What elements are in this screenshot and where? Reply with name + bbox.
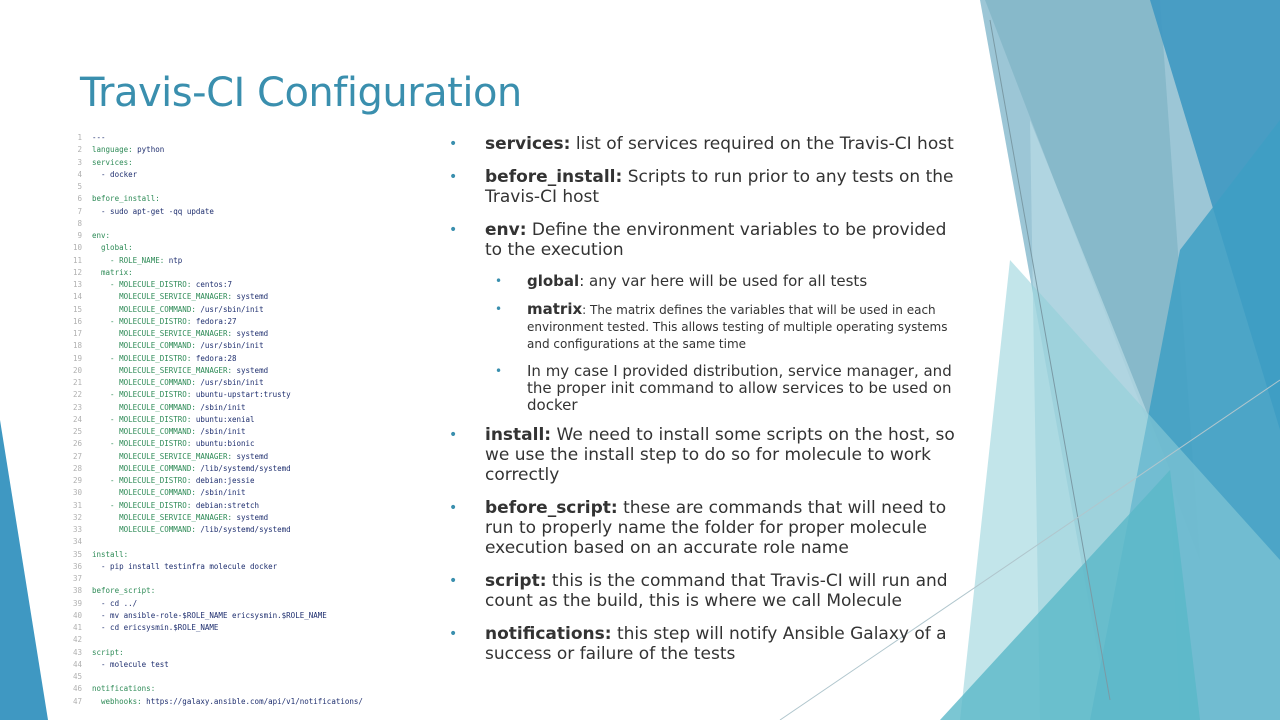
code-line [64,365,444,377]
yaml-value: /sbin/init [195,402,246,412]
yaml-value: fedora:27 [191,316,237,326]
line-number: 24 [72,414,82,424]
bullet-list [445,134,965,677]
line-number: 44 [72,659,82,669]
bullet-text: these are commands that will need to run to properly name the folder for proper molecule execution based on an accurate role name [485,498,947,558]
yaml-value: /lib/systemd/systemd [195,525,291,534]
bullet-keyword: matrix [527,300,583,318]
line-number: 46 [72,684,82,694]
yaml-value: /lib/systemd/systemd [195,463,291,473]
slide-title: Travis-CI Configuration [80,70,522,116]
line-number: 23 [72,402,82,412]
bullet-notifications [445,624,965,664]
yaml-value: - docker [92,169,138,179]
code-line [64,451,444,463]
yaml-key: webhooks: [92,696,142,706]
line-number: 2 [77,145,82,155]
yaml-key: MOLECULE_COMMAND: [92,427,196,436]
yaml-key: MOLECULE_COMMAND: [92,463,196,473]
bullet-text: : The matrix defines the variables that will be used in each environment tested. This allows testing of multiple operating systems and configurations at the same time [527,303,948,351]
line-number: 11 [72,255,82,265]
yaml-value: systemd [231,451,269,461]
code-line [64,267,444,279]
line-number: 25 [72,427,82,436]
line-number: 18 [72,341,82,351]
line-number: 47 [72,696,82,706]
code-line [64,598,444,610]
line-number: 43 [72,647,82,657]
yaml-key: services: [92,157,133,167]
yaml-key: MOLECULE_SERVICE_MANAGER: [92,292,232,302]
yaml-value: - mv ansible-role-$ROLE_NAME ericsysmin.$ROLE_NAME [92,610,327,620]
code-line [64,696,444,708]
line-number: 29 [72,476,82,485]
line-number: 27 [72,451,82,461]
yaml-key: - MOLECULE_DISTRO: [92,353,192,363]
yaml-value: fedora:28 [191,353,237,363]
yaml-key: - MOLECULE_DISTRO: [92,316,192,326]
code-line [64,524,444,536]
yaml-key: install: [92,549,129,559]
line-number: 34 [72,537,82,547]
line-number: 26 [72,439,82,449]
yaml-value: systemd [231,292,269,302]
line-number: 45 [72,672,82,681]
code-line [64,463,444,475]
code-line [64,340,444,352]
line-number: 13 [72,280,82,289]
yaml-value: python [132,145,165,155]
bullet-keyword: notifications: [485,624,612,644]
code-line [64,512,444,524]
line-number: 38 [72,586,82,596]
yaml-key: matrix: [92,267,133,277]
yaml-key: - MOLECULE_DISTRO: [92,414,192,424]
yaml-value: /sbin/init [195,427,246,436]
code-block [64,132,444,708]
yaml-value: debian:stretch [191,500,260,510]
bullet-before-install [445,167,965,207]
line-number: 32 [72,512,82,522]
yaml-value: - sudo apt-get -qq update [92,206,214,216]
bullet-text: Scripts to run prior to any tests on the Travis-CI host [485,167,954,207]
yaml-value: - cd ../ [92,598,138,608]
yaml-value: - pip install testinfra molecule docker [92,561,278,571]
bullet-keyword: install: [485,425,552,445]
bullet-text: : any var here will be used for all tests [579,272,868,290]
code-line [64,622,444,634]
yaml-key: MOLECULE_COMMAND: [92,304,196,314]
line-number: 14 [72,292,82,302]
code-line [64,500,444,512]
code-line [64,573,444,585]
yaml-value: centos:7 [191,280,232,289]
yaml-key: before_script: [92,586,156,596]
yaml-key: MOLECULE_COMMAND: [92,378,196,387]
line-number: 5 [77,182,82,191]
line-number: 17 [72,329,82,338]
code-line [64,304,444,316]
line-number: 15 [72,304,82,314]
bullet-keyword: env: [485,220,527,240]
yaml-value: systemd [231,365,269,375]
yaml-key: script: [92,647,124,657]
code-line [64,683,444,695]
yaml-key: notifications: [92,684,156,694]
yaml-key: language: [92,145,133,155]
bullet-text: We need to install some scripts on the host, so we use the install step to do so for molecule to work correctly [485,425,955,485]
line-number: 1 [77,133,82,142]
code-line [64,206,444,218]
yaml-key: env: [92,231,111,240]
code-line [64,426,444,438]
code-line [64,389,444,401]
bullet-before-script [445,498,965,558]
line-number: 42 [72,635,82,645]
line-number: 22 [72,390,82,400]
code-line [64,144,444,156]
code-line [64,377,444,389]
yaml-value: debian:jessie [191,476,255,485]
line-number: 40 [72,610,82,620]
yaml-key: MOLECULE_SERVICE_MANAGER: [92,512,232,522]
code-line [64,610,444,622]
code-line [64,255,444,267]
yaml-value: /usr/sbin/init [195,378,264,387]
code-line [64,475,444,487]
yaml-key: MOLECULE_SERVICE_MANAGER: [92,329,232,338]
bullet-keyword: before_script: [485,498,618,518]
line-number: 6 [77,194,82,204]
yaml-key: MOLECULE_COMMAND: [92,341,196,351]
bullet-text: this step will notify Ansible Galaxy of a success or failure of the tests [485,624,947,664]
line-number: 3 [77,157,82,167]
bullet-text: list of services required on the Travis-CI host [570,134,954,154]
line-number: 8 [77,218,82,228]
code-line [64,279,444,291]
yaml-key: MOLECULE_COMMAND: [92,402,196,412]
bullet-text: Define the environment variables to be provided to the execution [485,220,947,260]
line-number: 36 [72,561,82,571]
sub-bullet-global [445,273,965,290]
sub-bullet-matrix [445,301,965,352]
bullet-text: this is the command that Travis-CI will run and count as the build, this is where we call Molecule [485,571,948,611]
line-number: 9 [77,231,82,240]
bullet-script [445,571,965,611]
line-number: 4 [77,169,82,179]
code-line [64,181,444,193]
code-line [64,536,444,548]
line-number: 28 [72,463,82,473]
code-line [64,634,444,646]
yaml-key: MOLECULE_COMMAND: [92,488,196,498]
code-line [64,438,444,450]
line-number: 41 [72,623,82,632]
bullet-install [445,425,965,485]
code-line [64,328,444,340]
code-line [64,242,444,254]
yaml-key: - MOLECULE_DISTRO: [92,476,192,485]
yaml-value: ubuntu-upstart:trusty [191,390,291,400]
code-line [64,647,444,659]
code-line [64,316,444,328]
code-line [64,218,444,230]
yaml-value: ntp [164,255,183,265]
line-number: 35 [72,549,82,559]
bullet-keyword: services: [485,134,571,154]
yaml-value: - molecule test [92,659,169,669]
bullet-keyword: script: [485,571,547,591]
yaml-key: - MOLECULE_DISTRO: [92,439,192,449]
yaml-key: before_install: [92,194,160,204]
line-number: 21 [72,378,82,387]
line-number: 30 [72,488,82,498]
bullet-keyword: global [527,272,580,290]
yaml-key: - MOLECULE_DISTRO: [92,500,192,510]
bullet-services [445,134,965,154]
code-line [64,549,444,561]
line-number: 10 [72,243,82,253]
code-line [64,230,444,242]
yaml-value: ubuntu:bionic [191,439,255,449]
bullet-keyword: before_install: [485,167,623,187]
code-line [64,193,444,205]
line-number: 33 [72,525,82,534]
code-line [64,671,444,683]
code-line [64,169,444,181]
yaml-key: MOLECULE_SERVICE_MANAGER: [92,451,232,461]
yaml-value: ubuntu:xenial [191,414,255,424]
yaml-value: systemd [231,329,269,338]
code-line [64,585,444,597]
yaml-key: MOLECULE_COMMAND: [92,525,196,534]
line-number: 16 [72,316,82,326]
yaml-key: MOLECULE_SERVICE_MANAGER: [92,365,232,375]
line-number: 31 [72,500,82,510]
yaml-key: - MOLECULE_DISTRO: [92,280,192,289]
code-line [64,157,444,169]
code-line [64,353,444,365]
code-line [64,487,444,499]
sub-bullet-note [445,363,965,414]
bullet-env [445,220,965,260]
yaml-value: /usr/sbin/init [195,341,264,351]
yaml-key: - ROLE_NAME: [92,255,165,265]
line-number: 12 [72,267,82,277]
yaml-key: - MOLECULE_DISTRO: [92,390,192,400]
line-number: 37 [72,574,82,583]
yaml-value: https://galaxy.ansible.com/api/v1/notifications/ [141,696,363,706]
code-line [64,132,444,144]
code-line [64,561,444,573]
yaml-value: - cd ericsysmin.$ROLE_NAME [92,623,219,632]
code-line [64,291,444,303]
line-number: 39 [72,598,82,608]
yaml-value: --- [92,133,106,142]
line-number: 7 [77,206,82,216]
bullet-text: In my case I provided distribution, service manager, and the proper init command to allow services to be used on docker [527,362,952,414]
yaml-value: /sbin/init [195,488,246,498]
line-number: 20 [72,365,82,375]
yaml-value: systemd [231,512,269,522]
yaml-value: /usr/sbin/init [195,304,264,314]
code-line [64,414,444,426]
code-line [64,402,444,414]
yaml-key: global: [92,243,133,253]
line-number: 19 [72,353,82,363]
code-line [64,659,444,671]
